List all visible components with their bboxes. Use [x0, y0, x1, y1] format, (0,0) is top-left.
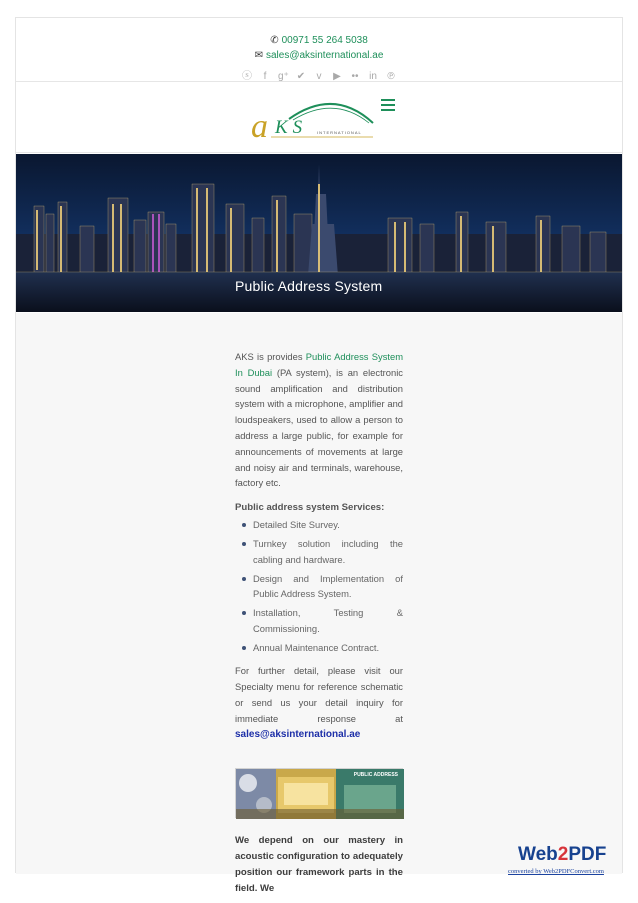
list-item: Design and Implementation of Public Address System. — [235, 571, 403, 602]
list-item: Installation, Testing & Commissioning. — [235, 605, 403, 636]
public-address-link[interactable]: Public Address System In Dubai — [235, 351, 404, 378]
list-item: Turnkey solution including the cabling and hardware. — [235, 536, 403, 567]
envelope-icon: ✉ — [254, 50, 263, 61]
youtube-icon[interactable]: ▶ — [333, 71, 341, 82]
hero-banner — [16, 154, 622, 312]
page-frame — [15, 17, 623, 895]
pinterest-icon[interactable]: ℗ — [387, 71, 395, 82]
email-link[interactable]: sales@aksinternational.ae — [265, 50, 384, 61]
further-detail-paragraph — [235, 663, 403, 743]
page-title: Public Address System — [235, 278, 383, 294]
badge-web: Web — [518, 844, 558, 865]
linkedin-icon[interactable]: in — [369, 71, 377, 82]
public-address-thumbnail[interactable] — [235, 768, 403, 818]
services-list — [235, 517, 403, 655]
email-line[interactable] — [16, 50, 622, 62]
top-contact-bar — [16, 18, 622, 82]
facebook-icon[interactable]: f — [263, 71, 267, 82]
flickr-icon[interactable]: •• — [351, 71, 359, 82]
phone-icon: ✆ — [270, 35, 279, 46]
mastery-paragraph: We depend on our mastery in acoustic configuration to adequately position our framework parts in the field. We — [235, 835, 403, 895]
logo-bar — [16, 83, 622, 153]
logo-tagline: INTERNATIONAL — [317, 130, 362, 135]
web2pdf-badge[interactable] — [508, 844, 608, 884]
aks-logo[interactable] — [249, 93, 375, 143]
services-heading: Public address system Services: — [235, 502, 385, 514]
badge-pdf: PDF — [568, 844, 607, 865]
sales-email-link[interactable]: sales@aksinternational.ae — [235, 729, 361, 741]
intro-pre: AKS is provides — [235, 351, 306, 362]
google-plus-icon[interactable]: g⁺ — [278, 71, 289, 82]
social-icons — [16, 67, 622, 82]
vimeo-icon[interactable]: v — [316, 71, 322, 82]
phone-number[interactable]: 00971 55 264 5038 — [281, 35, 368, 46]
hamburger-menu-icon[interactable] — [381, 99, 395, 111]
intro-paragraph — [235, 349, 403, 491]
main-content — [16, 313, 622, 895]
web2pdf-logo — [518, 844, 606, 866]
article — [235, 349, 403, 897]
intro-post: (PA system), is an electronic sound amplification and distribution system with a microphone, amplifier and loudspeakers, used to allow a person to address a large public, for example for announcements of movements at large and noisy air and terminals, warehouse, factory etc. — [235, 366, 403, 489]
twitter-icon[interactable]: ✔ — [296, 71, 306, 82]
badge-two: 2 — [557, 844, 569, 865]
skype-icon[interactable]: ⓢ — [242, 71, 252, 82]
logo-letters-ks: KS — [275, 117, 308, 138]
list-item: Detailed Site Survey. — [235, 517, 403, 533]
thumbnail-label: PUBLIC ADDRESS — [353, 772, 398, 779]
logo-letter-a: a — [251, 108, 268, 145]
list-item: Annual Maintenance Contract. — [235, 640, 403, 656]
badge-converted-link[interactable]: converted by Web2PDFConvert.com — [508, 868, 604, 875]
phone-line[interactable] — [16, 35, 622, 47]
further-text: For further detail, please visit our Specialty menu for reference schematic or send us your detail inquiry for immediate response at — [235, 665, 403, 724]
